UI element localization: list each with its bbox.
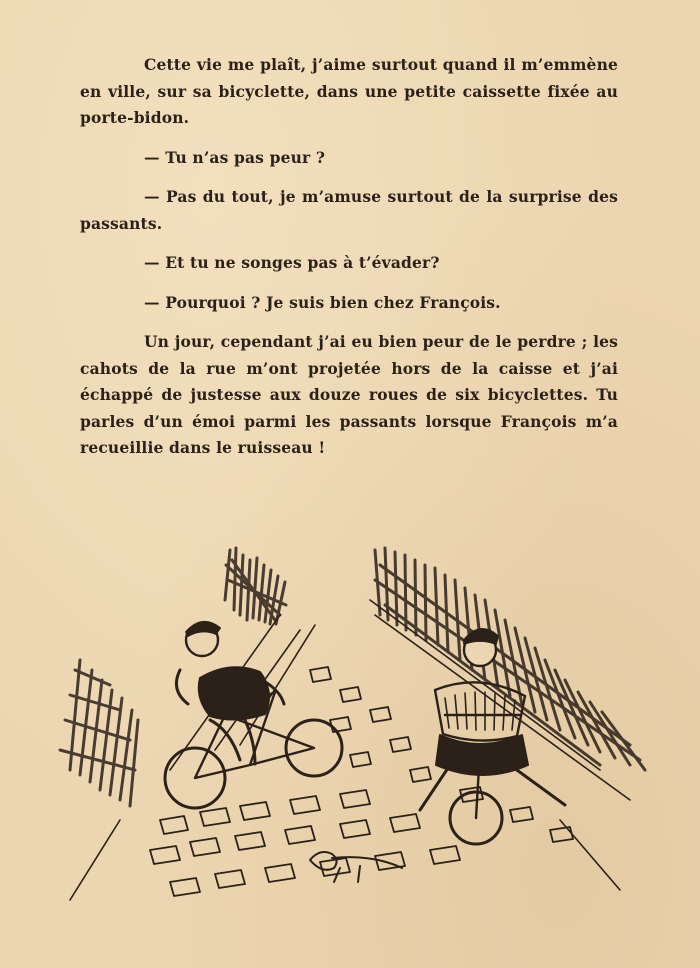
dialogue-line-3: — Et tu ne songes pas à t’évader?	[144, 253, 440, 272]
street-lines	[70, 600, 630, 900]
paragraph-1: Cette vie me plaît, j’aime surtout quand il m’emmène en ville, sur sa bicyclette, dans une petite caissette fixée au porte-bidon.	[80, 55, 618, 127]
hedge-left-bottom	[60, 660, 138, 806]
dialogue-line-4: — Pourquoi ? Je suis bien chez François.	[144, 292, 501, 312]
dialogue-line-2: — Pas du tout, je m’amuse surtout de la surprise des passants.	[80, 187, 618, 233]
hedge-left-top	[225, 548, 286, 624]
paragraph-2: Un jour, cependant j’ai eu bien peur de le perdre ; les cahots de la rue m’ont projetée hors de la caisse et j’ai échappé de justesse aux douze roues de six bicyclettes. Tu parles d’un émoi parmi les passants lorsque François m’a recueillie dans le ruisseau !	[80, 332, 618, 457]
dialogue-line-1: — Tu n’as pas peur ?	[144, 147, 326, 167]
small-animal	[310, 852, 402, 882]
left-cyclist	[165, 622, 342, 808]
cyclists-illustration	[40, 520, 680, 930]
text-block	[80, 52, 618, 462]
